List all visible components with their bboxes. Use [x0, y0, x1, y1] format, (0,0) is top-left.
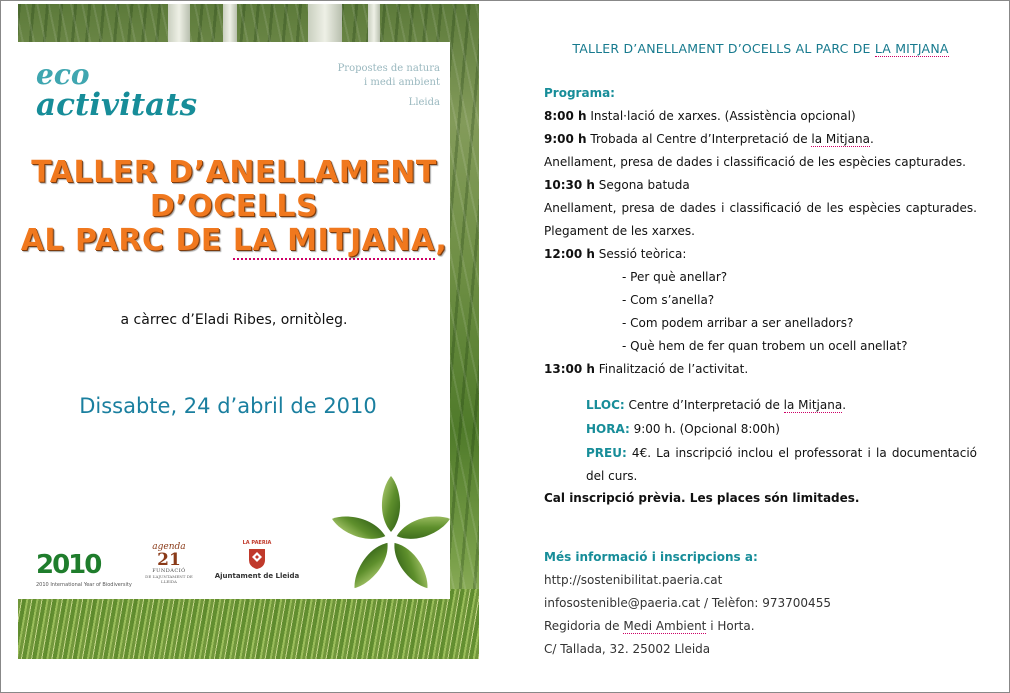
- program-time: 12:00 h: [544, 247, 595, 261]
- program-detail: Anellament, presa de dades i classificació de les espècies capturades.: [544, 155, 966, 169]
- poster-title-line-2: D’OCELLS: [149, 189, 319, 224]
- tagline-line-1: Propostes de natura: [337, 63, 440, 74]
- poster-title-place: LA MITJANA: [232, 223, 436, 258]
- department-text-end: i Horta.: [706, 619, 755, 633]
- eco-activitats-logo: [36, 58, 198, 123]
- hora-label: HORA:: [586, 422, 630, 436]
- agenda-fundacio: FUNDACIÓ: [152, 568, 186, 574]
- preu-line: [586, 442, 977, 465]
- address-line: C/ Tallada, 32. 25002 Lleida: [544, 642, 711, 656]
- program-item: [544, 174, 690, 197]
- brand-line-2: activitats: [36, 87, 198, 123]
- question-item: - Què hem de fer quan trobem un ocell anellat?: [622, 339, 908, 353]
- logo-2010-text: 2010: [36, 550, 101, 580]
- lloc-place: la Mitjana: [783, 398, 843, 412]
- program-text-end: .: [869, 132, 874, 146]
- program-time: 9:00 h: [544, 132, 587, 146]
- hora-line: [586, 418, 780, 441]
- poster-title-comma: ,: [435, 223, 448, 258]
- city-shield-icon: [248, 548, 266, 570]
- poster-title-line-3: AL PARC DE: [20, 223, 233, 258]
- programa-label: Programa:: [544, 86, 615, 100]
- department-name: Medi Ambient: [623, 619, 707, 633]
- website-link[interactable]: http://sostenibilitat.paeria.cat: [544, 573, 723, 587]
- program-text: Finalització de l’activitat.: [594, 362, 749, 376]
- agenda-text: agenda: [152, 542, 186, 552]
- preu-continuation: del curs.: [586, 469, 638, 483]
- agenda-subtitle: DE L’AJUNTAMENT DE LLEIDA: [145, 574, 193, 584]
- question-item: - Com s’anella?: [622, 293, 715, 307]
- program-item: [544, 243, 686, 266]
- more-info-label: Més informació i inscripcions a:: [544, 550, 758, 564]
- program-text: Sessió teòrica:: [594, 247, 687, 261]
- program-item: [544, 105, 856, 128]
- program-time: 10:30 h: [544, 178, 595, 192]
- program-time: 13:00 h: [544, 362, 595, 376]
- agenda-number: 21: [157, 550, 181, 570]
- brand-line-1: eco: [36, 58, 90, 91]
- program-time: 8:00 h: [544, 109, 587, 123]
- logo-2010-caption: 2010 International Year of Biodiversity: [36, 582, 132, 588]
- tagline-line-2: i medi ambient: [364, 77, 440, 88]
- program-text: Segona batuda: [594, 178, 690, 192]
- ajuntament-logo: [212, 540, 302, 580]
- leaf-flower-icon: [332, 474, 450, 599]
- program-text: Instal·lació de xarxes. (Assistència opcional): [586, 109, 856, 123]
- grass-background: [18, 589, 479, 659]
- poster-card: [18, 42, 450, 599]
- tagline: [338, 62, 440, 110]
- paeria-label: LA PAERIA: [242, 540, 272, 546]
- department-text: Regidoria de: [544, 619, 624, 633]
- sponsor-logos: [32, 540, 300, 592]
- tagline-city: Lleida: [408, 97, 440, 108]
- program-place: la Mitjana: [811, 132, 870, 146]
- registration-notice: Cal inscripció prèvia. Les places són limitades.: [544, 491, 860, 505]
- info-title-place: LA MITJANA: [874, 41, 949, 56]
- poster-title-line-1: TALLER D’ANELLAMENT: [31, 155, 437, 190]
- program-detail: Plegament de les xarxes.: [544, 224, 695, 238]
- poster-author: a càrrec d’Eladi Ribes, ornitòleg.: [120, 312, 348, 328]
- biodiversity-2010-logo: [36, 550, 132, 588]
- program-item: [544, 128, 874, 151]
- info-title: [544, 41, 977, 56]
- info-title-text: TALLER D’ANELLAMENT D’OCELLS AL PARC DE: [572, 41, 875, 56]
- lloc-value: Centre d’Interpretació de: [624, 398, 784, 412]
- question-item: - Per què anellar?: [622, 270, 728, 284]
- contact-line[interactable]: infosostenible@paeria.cat / Telèfon: 973700455: [544, 596, 831, 610]
- question-item: - Com podem arribar a ser anelladors?: [622, 316, 854, 330]
- lloc-line: [586, 394, 846, 417]
- poster-date: Dissabte, 24 d’abril de 2010: [79, 394, 377, 418]
- agenda21-logo: [142, 542, 196, 584]
- ajuntament-name: Ajuntament de Lleida: [214, 572, 300, 580]
- preu-label: PREU:: [586, 446, 627, 460]
- program-detail: Anellament, presa de dades i classificació de les espècies capturades.: [544, 201, 977, 215]
- preu-value: 4€. La inscripció inclou el professorat i la documentació: [626, 446, 977, 460]
- hora-value: 9:00 h. (Opcional 8:00h): [629, 422, 780, 436]
- lloc-end: .: [842, 398, 847, 412]
- program-text: Trobada al Centre d’Interpretació de: [586, 132, 812, 146]
- lloc-label: LLOC:: [586, 398, 625, 412]
- poster: [18, 4, 479, 659]
- poster-title: [18, 156, 450, 258]
- program-item: [544, 358, 748, 381]
- department-line: [544, 615, 755, 638]
